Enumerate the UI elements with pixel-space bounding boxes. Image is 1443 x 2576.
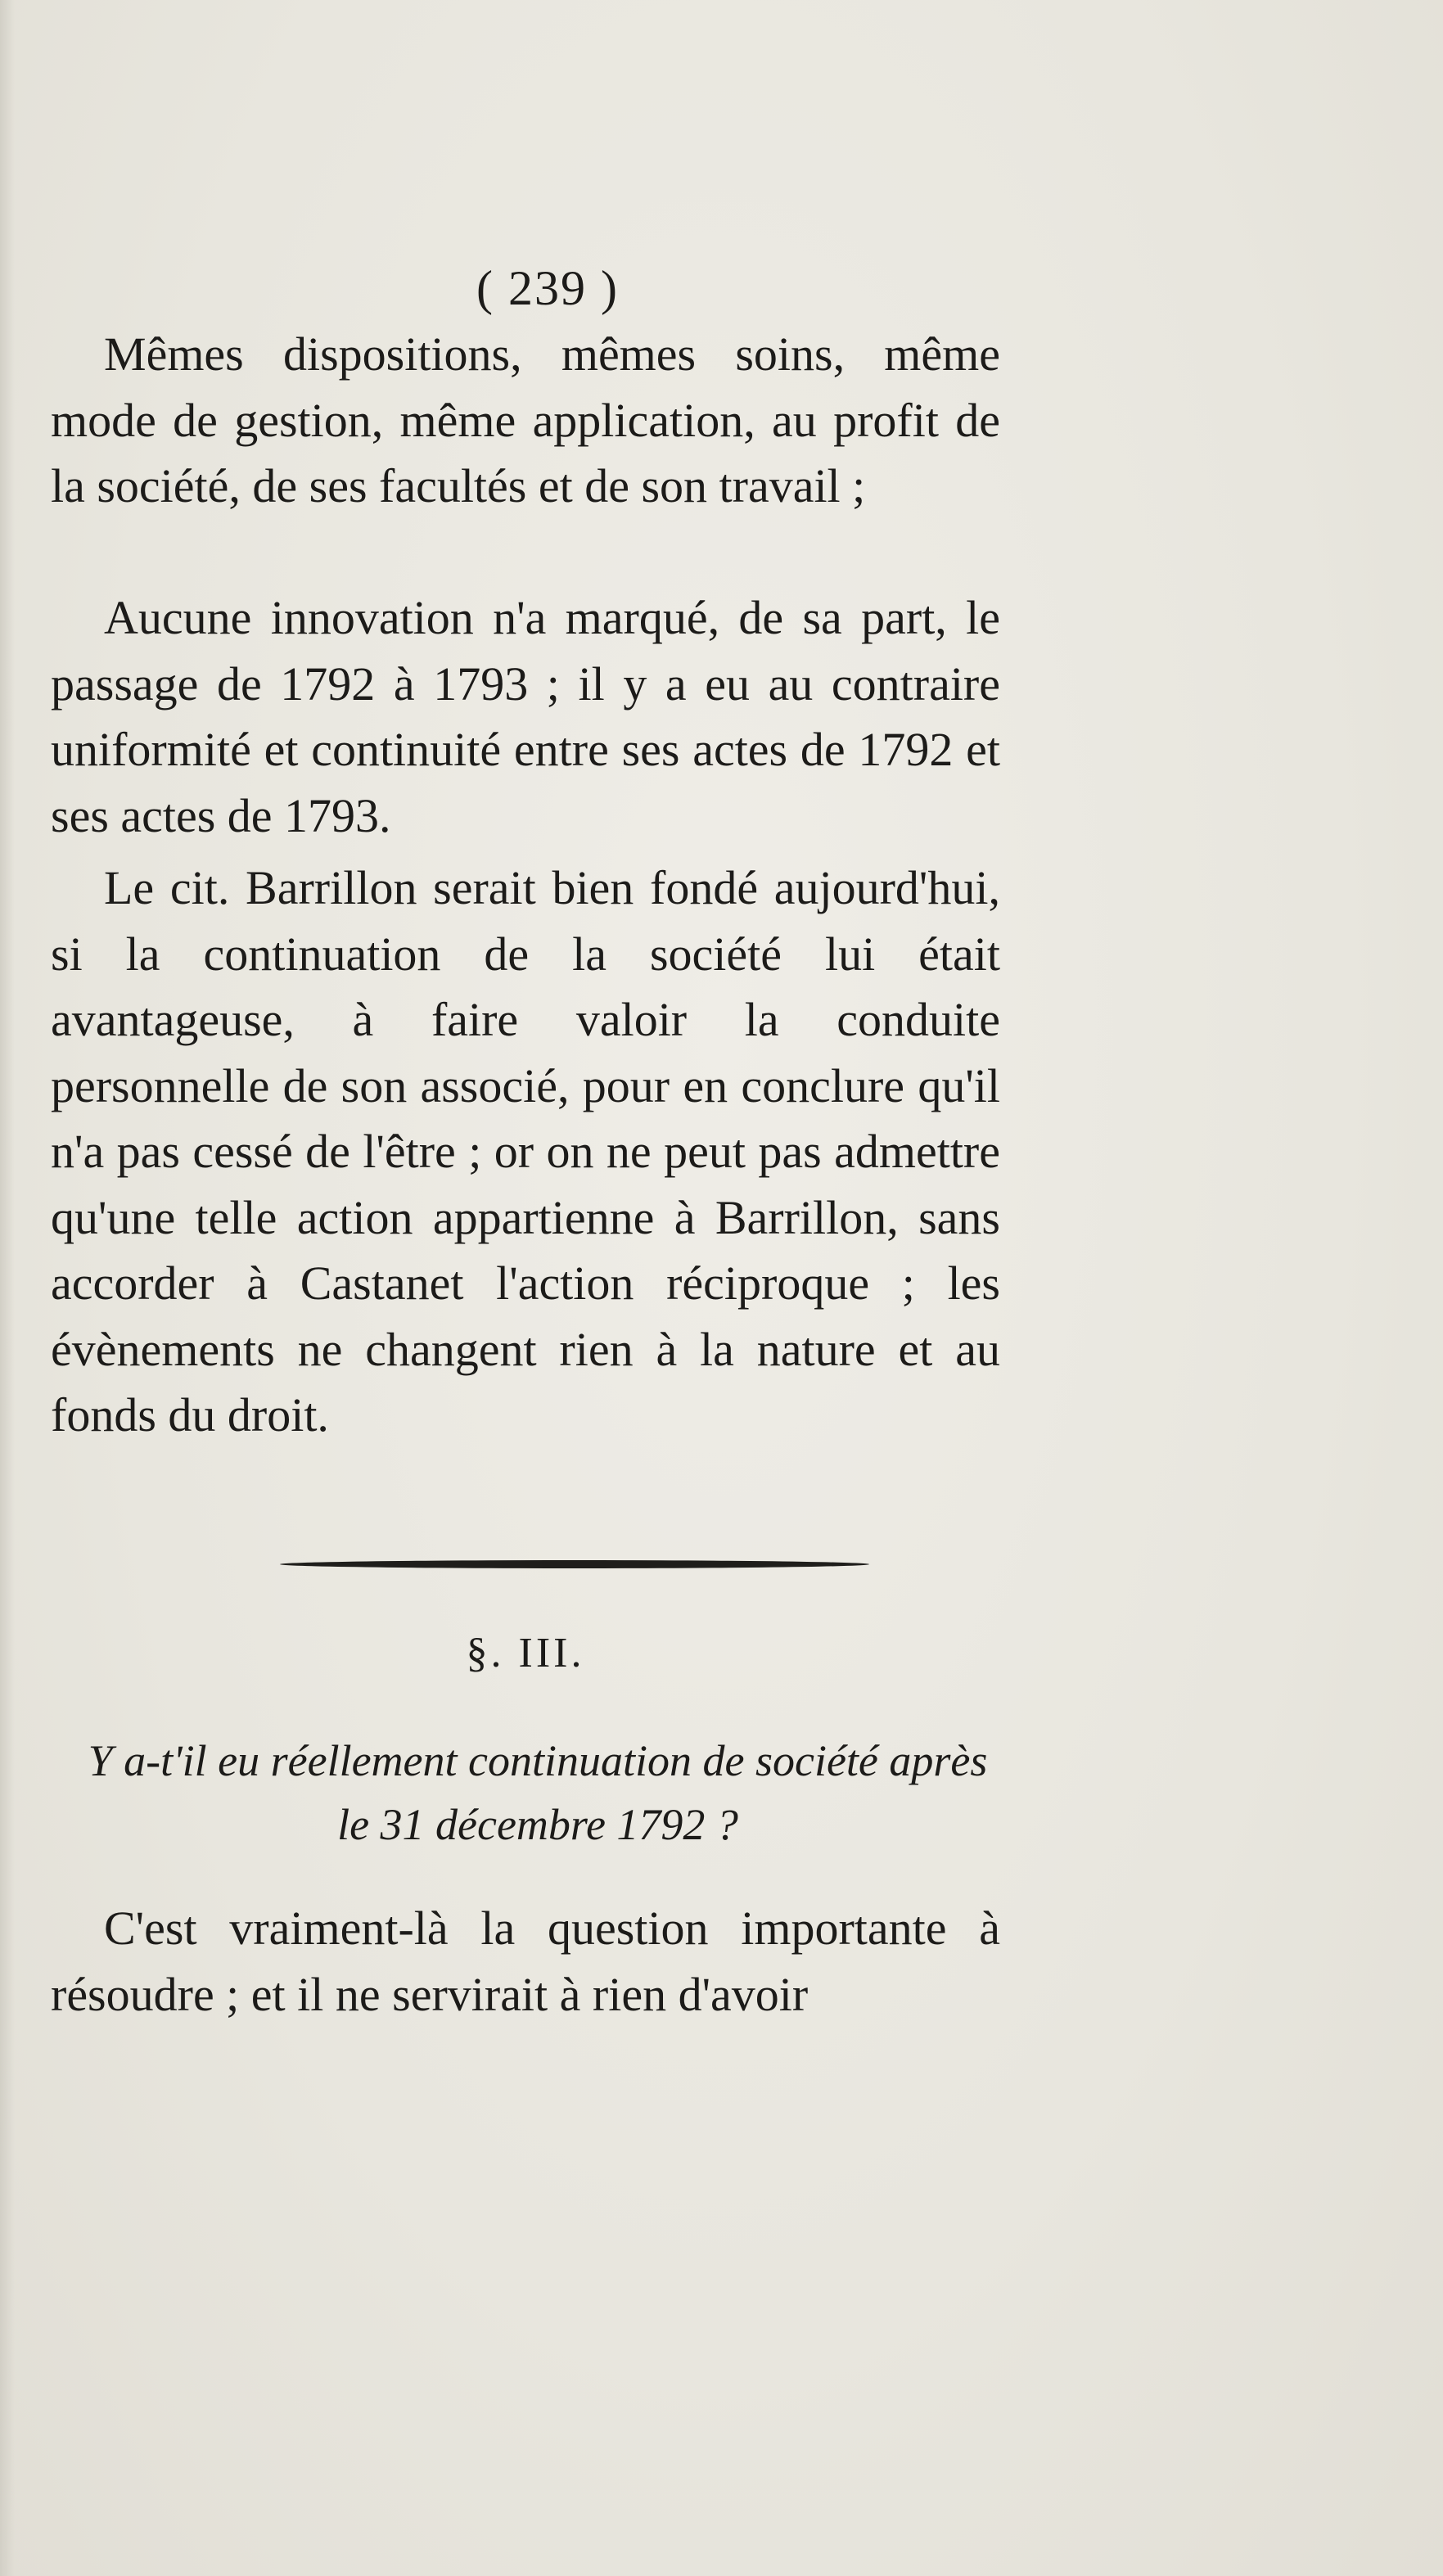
section-subtitle: Y a-t'il eu réellement continuation de société après le 31 décembre 1792 ?: [88, 1736, 988, 1849]
page-number: ( 239 ): [476, 261, 619, 315]
section-divider: [280, 1560, 869, 1568]
paragraph-1: Mêmes dispositions, mêmes soins, même mode de gestion, même application, au profit de la société, de ses facultés et de son travail ;: [51, 327, 1000, 512]
page-edge-shadow: [0, 0, 15, 2576]
section-heading: §. III.: [466, 1630, 585, 1676]
paragraph-3: Le cit. Barrillon serait bien fondé aujourd'hui, si la continuation de la société lui était avantageuse, à faire valoir la conduite personnelle de son associé, pour en conclure qu'il n'a pas cessé de l'être ; or on ne peut pas admettre qu'une telle action appartienne à Barrillon, sans accorder à Castanet l'action réciproque ; les évènements ne changent rien à la nature et au fonds du droit.: [51, 861, 1000, 1441]
paragraph-2: Aucune innovation n'a marqué, de sa part, le passage de 1792 à 1793 ; il y a eu au contraire uniformité et continuité entre ses actes de 1792 et ses actes de 1793.: [51, 591, 1000, 842]
paragraph-4: C'est vraiment-là la question importante à résoudre ; et il ne servirait à rien d'avoir: [51, 1902, 1000, 2021]
